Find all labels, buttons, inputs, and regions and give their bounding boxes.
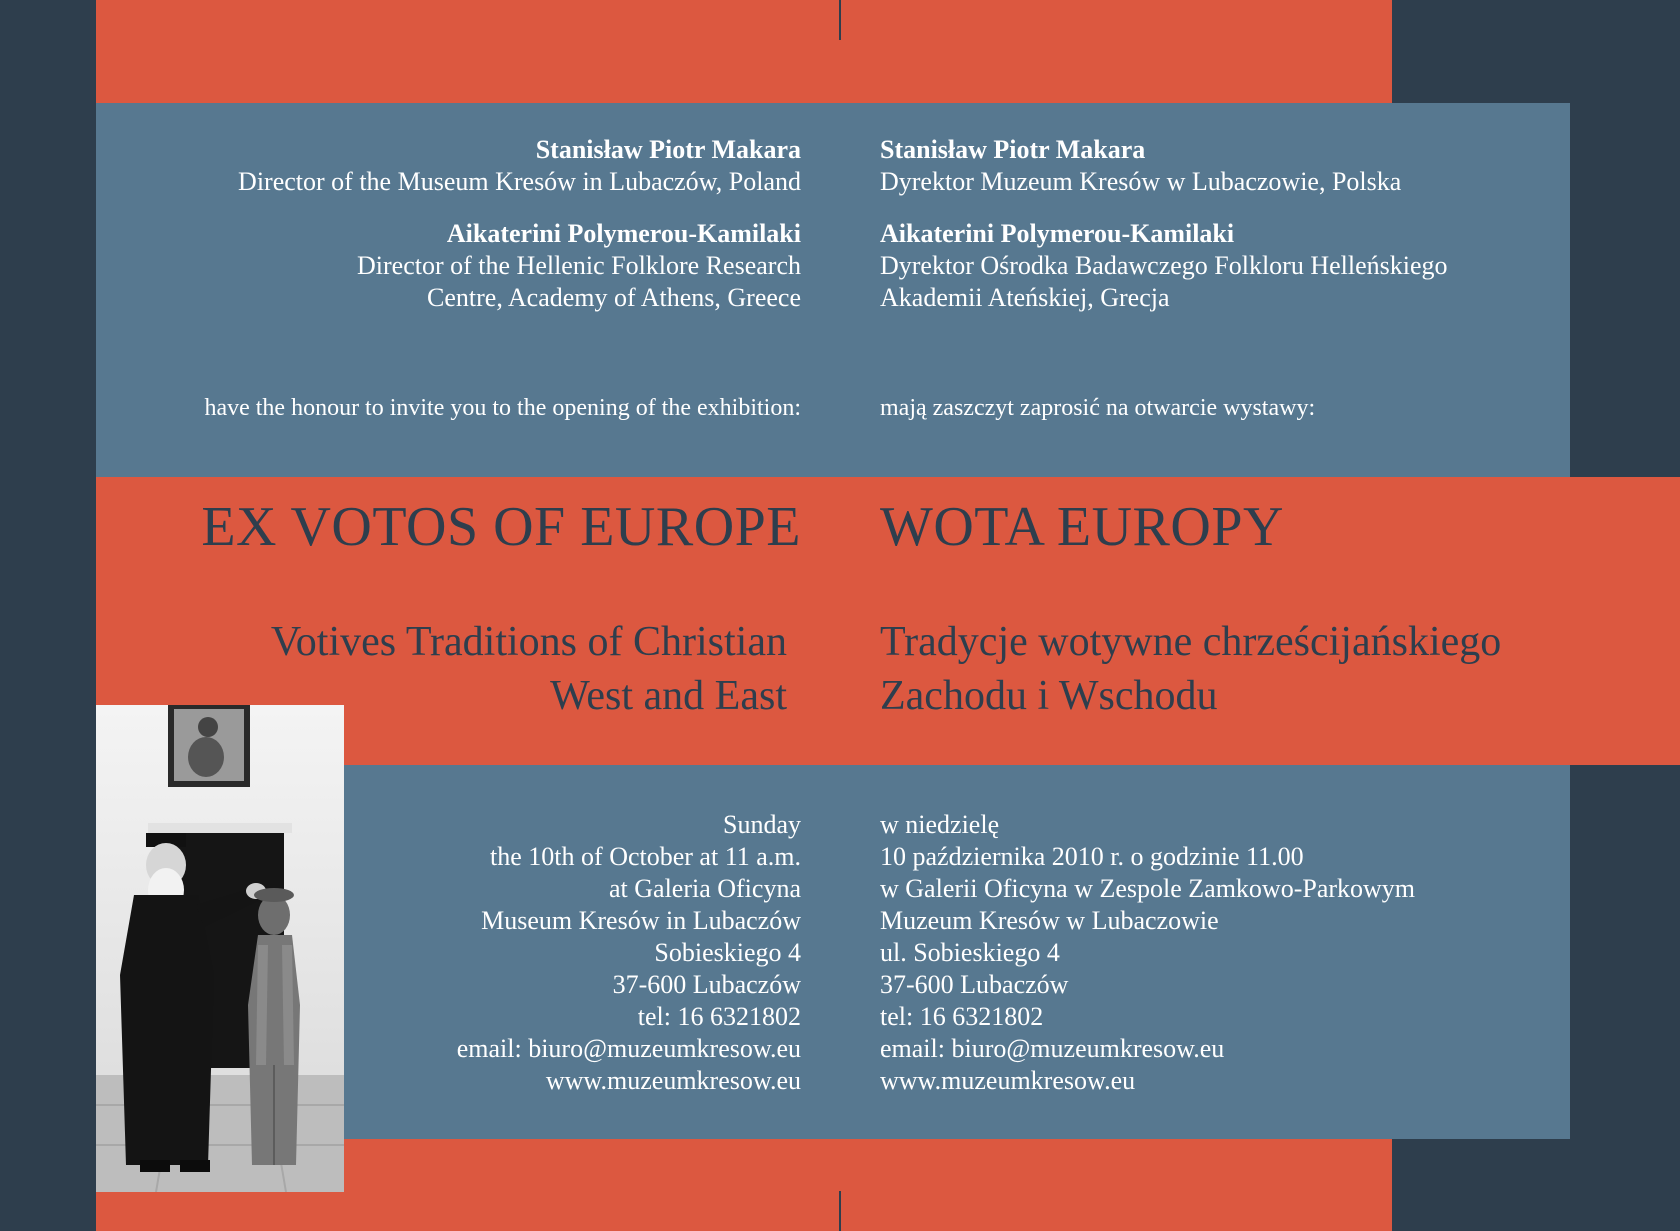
host-title: Centre, Academy of Athens, Greece (427, 283, 801, 312)
fold-mark-bottom (839, 1191, 841, 1231)
host-name: Aikaterini Polymerou-Kamilaki (446, 219, 801, 248)
host-1-en (120, 134, 801, 198)
host-title: Director of the Museum Kresów in Lubaczów, Poland (238, 167, 801, 196)
exhibition-title-en: EX VOTOS OF EUROPE (201, 496, 801, 558)
detail-website: www.muzeumkresow.eu (880, 1066, 1136, 1095)
detail-postcode: 37-600 Lubaczów (880, 970, 1069, 999)
invitation-pl (880, 392, 1640, 424)
detail-date-time: 10 października 2010 r. o godzinie 11.00 (880, 842, 1304, 871)
fold-mark-top (839, 0, 841, 40)
host-name: Aikaterini Polymerou-Kamilaki (880, 219, 1235, 248)
detail-museum: Muzeum Kresów w Lubaczowie (880, 906, 1219, 935)
event-details-pl (880, 809, 1640, 1097)
detail-venue: w Galerii Oficyna w Zespole Zamkowo-Parkowym (880, 874, 1416, 903)
invitation-text: mają zaszczyt zaprosić na otwarcie wystawy: (880, 395, 1316, 421)
detail-street: ul. Sobieskiego 4 (880, 938, 1060, 967)
host-title: Dyrektor Ośrodka Badawczego Folkloru Helleńskiego (880, 251, 1448, 280)
detail-email: email: biuro@muzeumkresow.eu (880, 1034, 1225, 1063)
host-name: Stanisław Piotr Makara (535, 135, 801, 164)
event-details-en (120, 809, 801, 1097)
exhibition-subtitle-pl (880, 615, 1640, 723)
invitation-text: have the honour to invite you to the opening of the exhibition: (204, 395, 801, 421)
orange-band-top (96, 0, 1392, 103)
detail-email: email: biuro@muzeumkresow.eu (456, 1034, 801, 1063)
host-title: Akademii Ateńskiej, Grecja (880, 283, 1170, 312)
detail-street: Sobieskiego 4 (654, 938, 801, 967)
invitation-en (120, 392, 801, 424)
host-2-pl (880, 218, 1640, 314)
subtitle-line: Zachodu i Wschodu (880, 673, 1218, 719)
host-title: Dyrektor Muzeum Kresów w Lubaczowie, Polska (880, 167, 1402, 196)
detail-phone: tel: 16 6321802 (637, 1002, 801, 1031)
host-name: Stanisław Piotr Makara (880, 135, 1146, 164)
host-1-pl (880, 134, 1640, 198)
detail-date-time: the 10th of October at 11 a.m. (490, 842, 801, 871)
subtitle-line: Tradycje wotywne chrześcijańskiego (880, 619, 1502, 665)
detail-venue: at Galeria Oficyna (608, 874, 801, 903)
detail-phone: tel: 16 6321802 (880, 1002, 1044, 1031)
detail-day: w niedzielę (880, 810, 1000, 839)
subtitle-line: West and East (550, 673, 787, 719)
detail-website: www.muzeumkresow.eu (545, 1066, 801, 1095)
detail-day: Sunday (723, 810, 801, 839)
subtitle-line: Votives Traditions of Christian (270, 619, 787, 665)
host-2-en (120, 218, 801, 314)
exhibition-title-pl: WOTA EUROPY (880, 496, 1284, 558)
detail-museum: Museum Kresów in Lubaczów (481, 906, 801, 935)
detail-postcode: 37-600 Lubaczów (612, 970, 801, 999)
host-title: Director of the Hellenic Folklore Research (357, 251, 801, 280)
